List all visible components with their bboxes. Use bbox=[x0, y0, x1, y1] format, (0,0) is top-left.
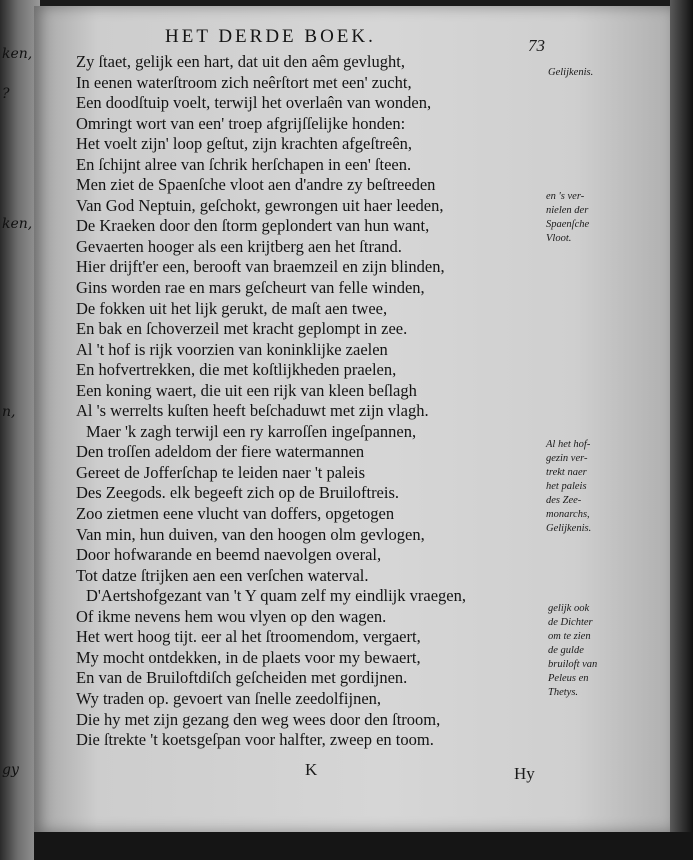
verse-line: D'Aertshofgezant van 't Y quam zelf my eindlijk vraegen, bbox=[86, 586, 466, 606]
verse-text bbox=[76, 52, 528, 751]
marginal-note bbox=[548, 602, 597, 700]
marginal-note-line: Gelijkenis. bbox=[546, 523, 592, 534]
verse-line: Gereet de Jofferſchap te leiden naer 't paleis bbox=[76, 462, 365, 482]
verse-line: Het wert hoog tijt. eer al het ſtroomendom, vergaert, bbox=[76, 627, 421, 647]
verse-line: Zoo zietmen eene vlucht van doffers, opgetogen bbox=[76, 504, 395, 524]
facing-page-fragment: ? bbox=[2, 86, 10, 102]
verse-line: Wy traden op. gevoert van ſnelle zeedolfijnen, bbox=[76, 688, 382, 708]
verse-line: Gins worden rae en mars geſcheurt van felle winden, bbox=[76, 278, 425, 298]
page-bottom-shadow bbox=[34, 832, 693, 860]
marginal-note-line: het paleis bbox=[546, 481, 587, 492]
marginal-note-line: en 's ver- bbox=[546, 191, 585, 202]
marginal-note bbox=[546, 190, 589, 246]
verse-line: Omringt wort van een' troep afgrijſſelijke honden: bbox=[76, 113, 406, 133]
verse-line: De fokken uit het lijk gerukt, de maſt aen twee, bbox=[76, 298, 388, 318]
verse-line: Maer 'k zagh terwijl een ry karroſſen ingeſpannen, bbox=[86, 421, 417, 441]
verse-line: Tot datze ſtrijken aen een verſchen waterval. bbox=[76, 565, 369, 585]
verse-line: Al 's werrelts kuſten heeft beſchaduwt met zijn vlagh. bbox=[76, 401, 429, 421]
signature-mark: K bbox=[305, 760, 318, 779]
marginal-note-line: gelijk ook bbox=[548, 603, 590, 614]
marginal-note-line: Gelijkenis. bbox=[548, 67, 594, 78]
verse-line: Die ſtrekte 't koetsgeſpan voor halfter, zweep en toom. bbox=[76, 730, 434, 750]
facing-page-fragment: ken, bbox=[2, 216, 33, 232]
marginal-note-line: om te zien bbox=[548, 631, 591, 642]
verse-line: De Kraeken door den ſtorm geplondert van hun want, bbox=[76, 216, 430, 236]
marginal-note bbox=[548, 66, 593, 80]
verse-line: En ſchijnt alree van ſchrik herſchapen in een' ſteen. bbox=[76, 154, 412, 174]
page-edge-shadow bbox=[670, 0, 693, 860]
verse-line: Zy ſtaet, gelijk een hart, dat uit den aêm gevlught, bbox=[76, 52, 405, 71]
marginal-note bbox=[546, 438, 591, 536]
verse-line: En van de Bruiloftdiſch geſcheiden met gordijnen. bbox=[76, 668, 408, 688]
verse-line: Van God Neptuin, geſchokt, gewrongen uit haer leeden, bbox=[76, 195, 444, 215]
verse-line: Het voelt zijn' loop geſtut, zijn krachten afgeſtreên, bbox=[76, 134, 413, 154]
marginal-note-line: Thetys. bbox=[548, 687, 579, 698]
marginal-note-line: Vloot. bbox=[546, 233, 572, 244]
verse-line: Die hy met zijn gezang den weg wees door den ſtroom, bbox=[76, 709, 441, 729]
verse-line: Des Zeegods. elk begeeft zich op de Bruiloftreis. bbox=[76, 483, 400, 503]
verse-line: Den troſſen adeldom der fiere watermannen bbox=[76, 442, 365, 462]
marginal-note-line: de Dichter bbox=[548, 617, 593, 628]
verse-line: Door hofwarande en beemd naevolgen overal, bbox=[76, 545, 382, 565]
verse-line: In eenen waterſtroom zich neêrſtort met een' zucht, bbox=[76, 72, 412, 92]
marginal-note-line: Peleus en bbox=[548, 673, 589, 684]
marginal-note-line: de gulde bbox=[548, 645, 584, 656]
marginal-note-line: Al het hof- bbox=[546, 439, 591, 450]
verse-line: My mocht ontdekken, in de plaets voor my bewaert, bbox=[76, 647, 421, 667]
facing-page-fragment: ken, bbox=[2, 46, 33, 62]
catchword: Hy bbox=[514, 764, 535, 783]
verse-line: En bak en ſchoverzeil met kracht geplompt in zee. bbox=[76, 319, 408, 339]
verse-line: Hier drijft'er een, berooft van braemzeil en zijn blinden, bbox=[76, 257, 445, 277]
running-head: HET DERDE BOEK. bbox=[165, 26, 376, 47]
verse-line: Of ikme nevens hem wou vlyen op den wagen. bbox=[76, 606, 387, 626]
marginal-note-line: bruiloft van bbox=[548, 659, 598, 670]
verse-line: Van min, hun duiven, van den hoogen olm gevlogen, bbox=[76, 524, 425, 544]
marginal-note-line: monarchs, bbox=[546, 509, 590, 520]
verse-line: En hofvertrekken, die met koſtlijkheden praelen, bbox=[76, 360, 397, 380]
marginal-note-line: gezin ver- bbox=[546, 453, 588, 464]
marginal-note-line: des Zee- bbox=[546, 495, 582, 506]
verse-line: Men ziet de Spaenſche vloot aen d'andre zy beſtreeden bbox=[76, 175, 436, 195]
verse-line: Al 't hof is rijk voorzien van koninklijke zaelen bbox=[76, 339, 388, 359]
facing-page-fragment: gy bbox=[2, 762, 19, 778]
verse-line: Een doodſtuip voelt, terwijl het overlaên van wonden, bbox=[76, 93, 432, 113]
marginal-note-line: nielen der bbox=[546, 205, 589, 216]
verse-line: Gevaerten hooger als een krijtberg aen het ſtrand. bbox=[76, 236, 402, 256]
marginal-note-line: Spaenſche bbox=[546, 219, 590, 230]
facing-page-fragment: n, bbox=[2, 404, 16, 420]
marginal-note-line: trekt naer bbox=[546, 467, 587, 478]
page-number: 73 bbox=[528, 36, 545, 55]
verse-line: Een koning waert, die uit een rijk van kleen beſlagh bbox=[76, 380, 417, 400]
